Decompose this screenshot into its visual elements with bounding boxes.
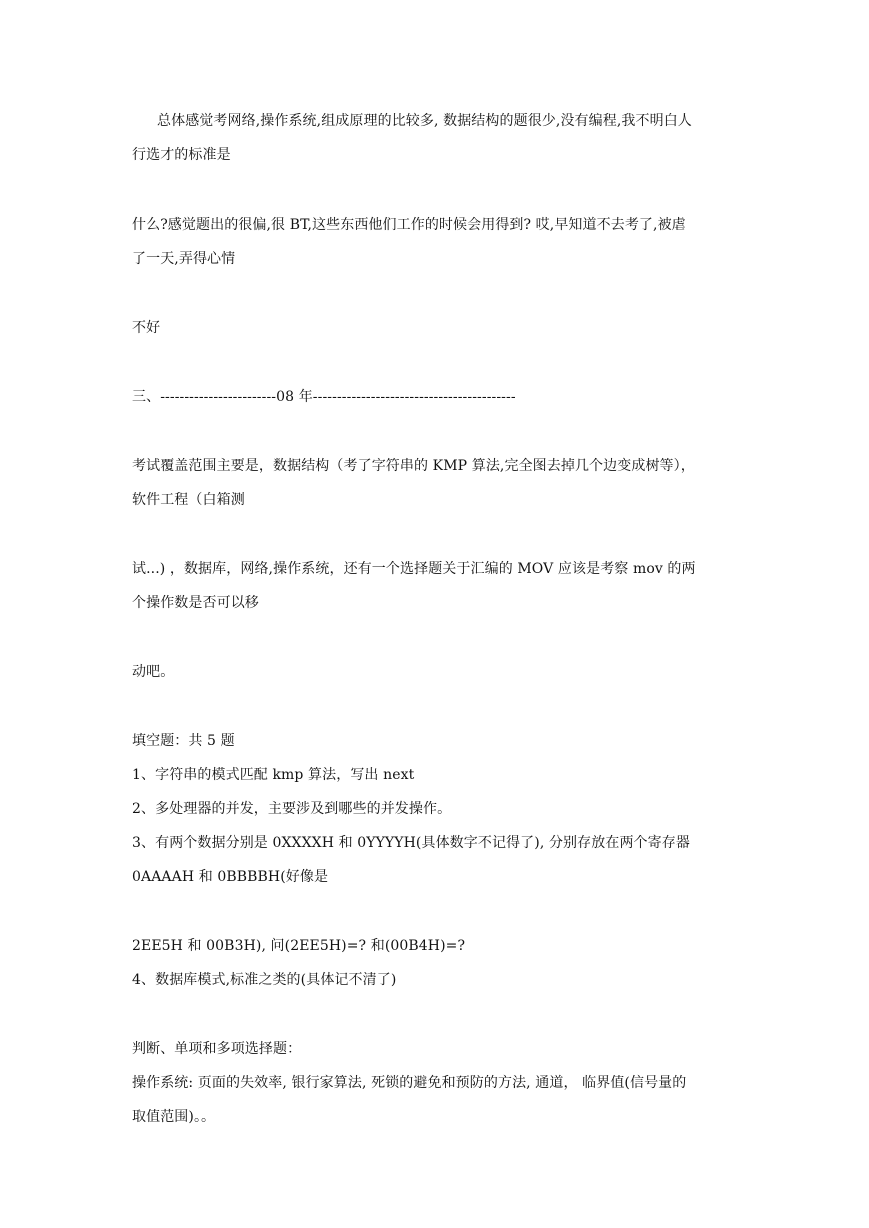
subheading: 填空题：共 5 题 (132, 733, 235, 749)
paragraph-line: 什么?感觉题出的很偏,很 BT,这些东西他们工作的时候会用得到? 哎,早知道不去考了,被虐 (132, 217, 686, 233)
paragraph-line: 取值范围)。。 (132, 1109, 216, 1125)
paragraph-line: 软件工程（白箱测 (132, 492, 245, 508)
paragraph-line: 不好 (132, 320, 161, 336)
paragraph-line: 操作系统: 页面的失效率, 银行家算法, 死锁的避免和预防的方法, 通道， 临界值(信号量的 (132, 1075, 687, 1091)
list-item: 2EE5H 和 00B3H), 问(2EE5H)=? 和(00B4H)=? (132, 938, 466, 954)
paragraph-line: 总体感觉考网络,操作系统,组成原理的比较多, 数据结构的题很少,没有编程,我不明白人 (157, 113, 692, 129)
list-item: 1、字符串的模式匹配 kmp 算法，写出 next (132, 767, 415, 783)
paragraph-line: 动吧。 (132, 664, 175, 680)
section-heading: 三、------------------------08 年------------------------------------------ (132, 389, 516, 405)
paragraph-line: 个操作数是否可以移 (132, 595, 259, 611)
paragraph-line: 试...) ，数据库，网络,操作系统，还有一个选择题关于汇编的 MOV 应该是考察 mov 的两 (132, 561, 696, 577)
list-item: 3、有两个数据分别是 0XXXXH 和 0YYYYH(具体数字不记得了), 分别存放在两个寄存器 (132, 835, 690, 851)
list-item: 0AAAAH 和 0BBBBH(好像是 (132, 869, 329, 885)
list-item: 4、数据库模式,标准之类的(具体记不清了) (132, 972, 397, 988)
list-item: 2、多处理器的并发，主要涉及到哪些的并发操作。 (132, 801, 452, 817)
subheading: 判断、单项和多项选择题： (132, 1041, 302, 1057)
paragraph-line: 行选才的标准是 (132, 147, 231, 163)
paragraph-line: 了一天,弄得心情 (132, 251, 236, 267)
paragraph-line: 考试覆盖范围主要是，数据结构（考了字符串的 KMP 算法,完全图去掉几个边变成树等）， (132, 458, 695, 474)
